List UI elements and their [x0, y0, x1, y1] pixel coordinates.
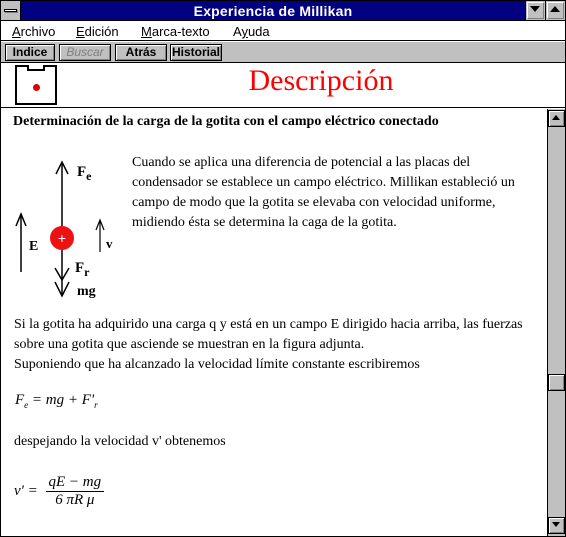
- v-label: v: [106, 236, 113, 251]
- droplet-charge-label: +: [57, 230, 67, 246]
- fr-label: $F_r$: [75, 260, 90, 279]
- vertical-scrollbar[interactable]: [547, 109, 565, 536]
- velocity-numerator: qE − mg: [46, 474, 105, 492]
- forces-diagram: [9, 154, 124, 304]
- millikan-apparatus-icon: [15, 65, 57, 105]
- e-label: E: [29, 239, 39, 254]
- equation-force-balance: $F_e$ = mg + $F'_r$: [15, 392, 98, 410]
- topic-header: [1, 63, 565, 108]
- equation-velocity: v' = $\frac{qE - mg}{\text{6 πR μ}}$: [14, 474, 104, 509]
- paragraph-forces-line2: Suponiendo que ha alcanzado la velocidad límite constante escribiremos: [14, 357, 420, 372]
- help-button-bar: [1, 42, 565, 63]
- atras-button[interactable]: Atrás: [115, 44, 167, 61]
- scroll-down-button[interactable]: [548, 517, 565, 534]
- paragraph-solve-velocity: despejando la velocidad v' obtenemos: [14, 434, 226, 449]
- paragraph-forces: [14, 315, 534, 375]
- menu-ayuda[interactable]: Ayuda: [233, 24, 270, 39]
- scroll-thumb[interactable]: [548, 374, 565, 391]
- window-title: Experiencia de Millikan: [193, 3, 353, 19]
- title-bar: [1, 1, 565, 21]
- fe-label: $F_e$: [77, 164, 92, 183]
- page-title: Descripción: [248, 64, 394, 97]
- mg-label: mg: [77, 284, 96, 299]
- section-heading: Determinación de la carga de la gotita con el campo eléctrico conectado: [13, 114, 439, 129]
- menu-bar: [1, 21, 565, 41]
- menu-archivo[interactable]: Archivo: [12, 24, 56, 39]
- historial-button[interactable]: Historial: [171, 45, 220, 59]
- velocity-denominator: 6 πR μ: [55, 492, 95, 508]
- buscar-button[interactable]: Buscar: [59, 44, 111, 61]
- minimize-button[interactable]: [525, 1, 545, 20]
- system-menu-icon[interactable]: [1, 1, 21, 20]
- maximize-arrow-icon: [550, 6, 561, 13]
- paragraph-description: Cuando se aplica una diferencia de potencial a las placas del condensador se establece un campo eléctrico. Millikan estableció un campo de modo que la gotita se elevaba con velocidad uniforme, midiendo ésta se determina la caga de la gotita.: [132, 155, 515, 230]
- scroll-up-button[interactable]: [548, 110, 565, 127]
- menu-edicion[interactable]: Edición: [76, 24, 119, 39]
- topic-content: [1, 109, 547, 536]
- minimize-arrow-icon: [530, 6, 541, 13]
- arrow-up-icon: [552, 115, 561, 121]
- indice-button[interactable]: Indice: [5, 44, 55, 61]
- menu-marca-texto[interactable]: Marca-texto: [141, 24, 210, 39]
- paragraph-forces-line1: Si la gotita ha adquirido una carga q y está en un campo E dirigido hacia arriba, las fuerzas sobre una gotita que asciende se muestran en la figura adjunta.: [14, 317, 523, 352]
- arrow-down-icon: [552, 522, 561, 528]
- maximize-button[interactable]: [545, 1, 565, 20]
